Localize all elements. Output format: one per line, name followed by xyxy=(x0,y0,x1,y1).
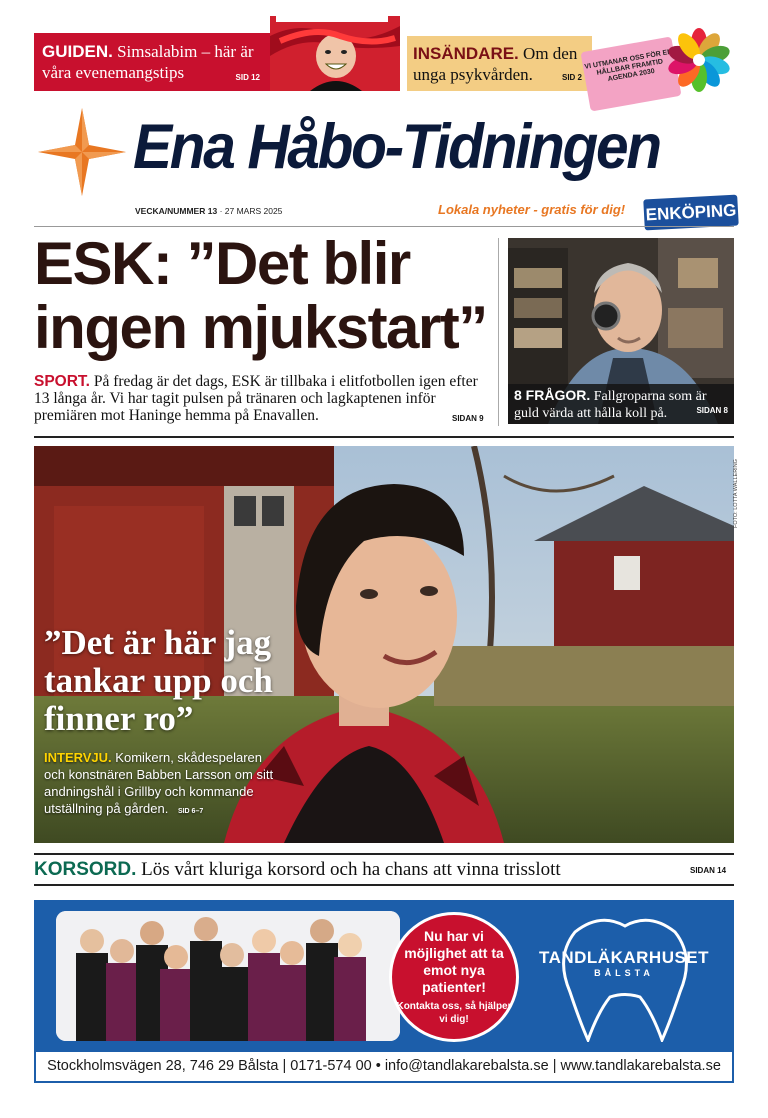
side-story-kicker: 8 FRÅGOR. xyxy=(514,387,591,403)
lead-summary xyxy=(34,373,494,424)
teaser-page: SID 12 xyxy=(235,73,260,82)
ad-bubble-sub: Kontakta oss, så hjälper vi dig! xyxy=(396,1001,512,1025)
photo-credit: FOTO: LOTTA WALLERING xyxy=(733,459,739,528)
korsord-teaser[interactable] xyxy=(34,857,734,883)
feature-text: Komikern, skådespelaren och konstnären Babben Larsson om sitt andningshål i Grillby och kommande utställning på gården. xyxy=(44,750,274,816)
lead-kicker: SPORT. xyxy=(34,373,90,390)
feature-headline[interactable]: ”Det är här jag tankar upp och finner ro” xyxy=(44,623,273,738)
teaser-insandare[interactable] xyxy=(407,36,592,91)
sdg-wheel-icon xyxy=(664,25,734,95)
side-story-caption xyxy=(508,384,734,424)
side-story-page-ref: SIDAN 8 xyxy=(696,406,728,415)
issue-line xyxy=(135,206,282,216)
divider xyxy=(34,853,734,855)
teaser-kicker: GUIDEN. xyxy=(42,42,113,61)
teaser-text: Simsalabim – här är våra evenemangstips xyxy=(42,42,254,82)
divider xyxy=(34,884,734,886)
masthead-title: Ena Håbo-Tidningen xyxy=(133,112,660,182)
feature-kicker: INTERVJU. xyxy=(44,750,112,765)
magician-image xyxy=(270,16,400,91)
teaser-guiden-photo xyxy=(270,16,400,91)
teaser-kicker: INSÄNDARE. xyxy=(413,44,519,63)
ad-brand-name: TANDLÄKARHUSET xyxy=(538,948,710,967)
issue-number: VECKA/NUMMER 13 xyxy=(135,206,218,216)
issue-date: · 27 MARS 2025 xyxy=(219,206,283,216)
masthead-tagline: Lokala nyheter - gratis för dig! xyxy=(438,202,626,217)
edition-badge: ENKÖPING xyxy=(643,195,738,231)
korsord-page-ref: SIDAN 14 xyxy=(690,866,727,875)
lead-page-ref: SIDAN 9 xyxy=(452,414,484,423)
teaser-guiden[interactable] xyxy=(34,33,270,91)
lead-headline[interactable]: ESK: ”Det blir ingen mjukstart” xyxy=(34,230,487,361)
divider xyxy=(34,436,734,438)
ad-brand-city: BÅLSTA xyxy=(594,968,654,978)
ad-team-photo xyxy=(56,911,400,1041)
lead-text: På fredag är det dags, ESK är tillbaka i elitfotbollen igen efter 13 långa år. Vi har tagit pulsen på tränaren och lagkaptenen inför premiären mot Haninge hemma på Enavallen. xyxy=(34,373,478,424)
ad-bubble-headline: Nu har vi möjlighet att ta emot nya patienter! xyxy=(404,928,504,995)
staff-group-image xyxy=(56,911,400,1041)
feature-page-ref: SID 6–7 xyxy=(177,808,204,815)
teaser-page: SID 2 xyxy=(561,73,582,82)
divider xyxy=(34,226,734,227)
compass-star-logo-icon xyxy=(36,106,128,198)
korsord-text: Lös vårt kluriga korsord och ha chans att vinna trisslott xyxy=(141,859,561,880)
korsord-kicker: KORSORD. xyxy=(34,859,137,880)
agenda-2030-badge: VI UTMANAR OSS FÖR EN HÅLLBAR FRAMTID AGENDA 2030 xyxy=(580,36,681,111)
teaser-text: Om den unga psykvården. xyxy=(413,44,578,84)
column-divider xyxy=(498,238,499,426)
feature-summary xyxy=(44,749,274,820)
side-story-text: Fallgroparna som är guld värda att hålla koll på. xyxy=(514,389,707,421)
ad-contact-line[interactable]: Stockholmsvägen 28, 746 29 Bålsta | 0171-574 00 • info@tandlakarebalsta.se | www.tandlakarebalsta.se xyxy=(36,1052,732,1081)
ad-new-patients-bubble xyxy=(389,912,519,1042)
